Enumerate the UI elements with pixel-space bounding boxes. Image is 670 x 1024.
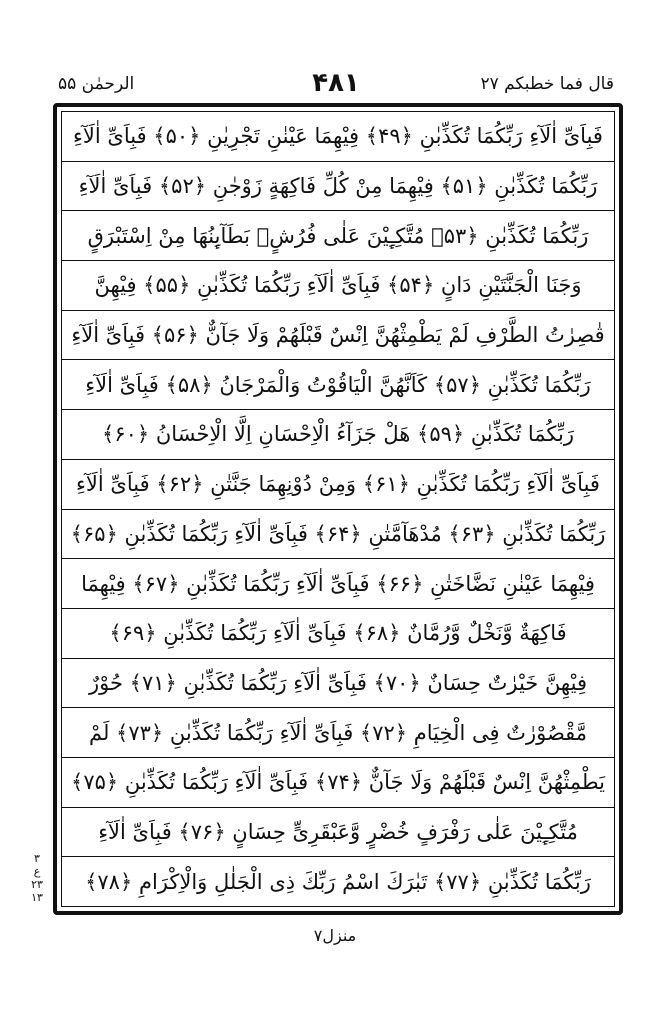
text-line: رَبِّكُمَا تُكَذِّبٰنِ ﴿۷۷﴾ تَبٰرَكَ اسْمُ رَبِّكَ ذِی الْجَلٰلِ وَالْاِكْرَامِ ﴿۷۸﴾ [85,869,591,894]
text-line: فَبِاَیِّ اٰلَآءِ رَبِّكُمَا تُكَذِّبٰنِ ﴿۶۱﴾ وَمِنْ دُوْنِهِمَا جَنَّتٰنِ ﴿۶۲﴾ فَبِاَیِّ اٰلَآءِ [62,460,614,510]
margin-note-line: ۱۳ [31,891,43,904]
text-line: فَبِاَیِّ اٰلَآءِ رَبِّكُمَا تُكَذِّبٰنِ ﴿۴۹﴾ فِیْهِمَا عَیْنٰنِ تَجْرِیٰنِ ﴿۵۰﴾ فَبِاَیِّ اٰلَآءِ [62,112,614,162]
text-line: رَبِّكُمَا تُكَذِّبٰنِ ﴿۵۳﴾ مُتَّكِـِٕیْنَ عَلٰى فُرُشٍۭ بَطَآىِٕنُهَا مِنْ اِسْتَبْرَقٍ [62,211,614,261]
text-line: وَجَنَا الْجَنَّتَیْنِ دَانٍ ﴿۵۴﴾ فَبِاَیِّ اٰلَآءِ رَبِّكُمَا تُكَذِّبٰنِ ﴿۵۵﴾ فِیْهِنَّ [62,261,614,311]
text-line: رَبِّكُمَا تُكَذِّبٰنِ ﴿۵۱﴾ فِیْهِمَا مِنْ كُلِّ فَاكِهَةٍ زَوْجٰنِ ﴿۵۲﴾ فَبِاَیِّ اٰلَآءِ [62,162,614,212]
text-line: فِیْهِنَّ خَیْرٰتٌ حِسَانٌ ﴿۷۰﴾ فَبِاَیِّ اٰلَآءِ رَبِّكُمَا تُكَذِّبٰنِ ﴿۷۱﴾ حُوْرٌ [62,659,614,709]
margin-note-line: ۳ [34,852,40,865]
juz-title: قال فما خطبکم ۲۷ [480,74,614,94]
text-line: مُتَّكِـِٕیْنَ عَلٰى رَفْرَفٍ خُضْرٍ وَّعَبْقَرِیٍّ حِسَانٍ ﴿۷۶﴾ فَبِاَیِّ اٰلَآءِ [62,808,614,858]
ruku-margin-note [24,852,50,904]
text-block [62,112,614,906]
text-line: رَبِّكُمَا تُكَذِّبٰنِ ﴿۶۳﴾ مُدْهَآمَّتٰنِ ﴿۶۴﴾ فَبِاَیِّ اٰلَآءِ رَبِّكُمَا تُكَذِّبٰنِ ﴿۶۵﴾ [62,510,614,560]
text-line: رَبِّكُمَا تُكَذِّبٰنِ ﴿۵۷﴾ كَاَنَّهُنَّ الْیَاقُوْتُ وَالْمَرْجَانُ ﴿۵۸﴾ فَبِاَیِّ اٰلَآءِ [62,360,614,410]
text-line: فَاكِهَةٌ وَّنَخْلٌ وَّرُمَّانٌ ﴿۶۸﴾ فَبِاَیِّ اٰلَآءِ رَبِّكُمَا تُكَذِّبٰنِ ﴿۶۹﴾ [62,609,614,659]
surah-title: الرحمٰن ۵۵ [58,74,135,94]
page-header [58,68,614,104]
manzil-footer: منزل۷ [313,926,357,945]
margin-note-line: ۲۳ [31,878,43,891]
text-line: یَطْمِثْهُنَّ اِنْسٌ قَبْلَهُمْ وَلَا جَآنٌّ ﴿۷۴﴾ فَبِاَیِّ اٰلَآءِ رَبِّكُمَا تُكَذِّبٰنِ ﴿۷۵﴾ [62,758,614,808]
text-line: رَبِّكُمَا تُكَذِّبٰنِ ﴿۵۹﴾ هَلْ جَزَآءُ الْاِحْسَانِ اِلَّا الْاِحْسَانُ ﴿۶۰﴾ [62,410,614,460]
text-line: قٰصِرٰتُ الطَّرْفِ لَمْ یَطْمِثْهُنَّ اِنْسٌ قَبْلَهُمْ وَلَا جَآنٌّ ﴿۵۶﴾ فَبِاَیِّ اٰلَآءِ [62,311,614,361]
margin-note-line: ع [33,865,41,878]
text-line: فِیْهِمَا عَیْنٰنِ نَضَّاخَتٰنِ ﴿۶۶﴾ فَبِاَیِّ اٰلَآءِ رَبِّكُمَا تُكَذِّبٰنِ ﴿۶۷﴾ فِیْهِمَا [62,559,614,609]
page-number: ۴۸۱ [312,68,360,98]
text-line: مَّقْصُوْرٰتٌ فِی الْخِیَامِ ﴿۷۲﴾ فَبِاَیِّ اٰلَآءِ رَبِّكُمَا تُكَذِّبٰنِ ﴿۷۳﴾ لَمْ [62,708,614,758]
